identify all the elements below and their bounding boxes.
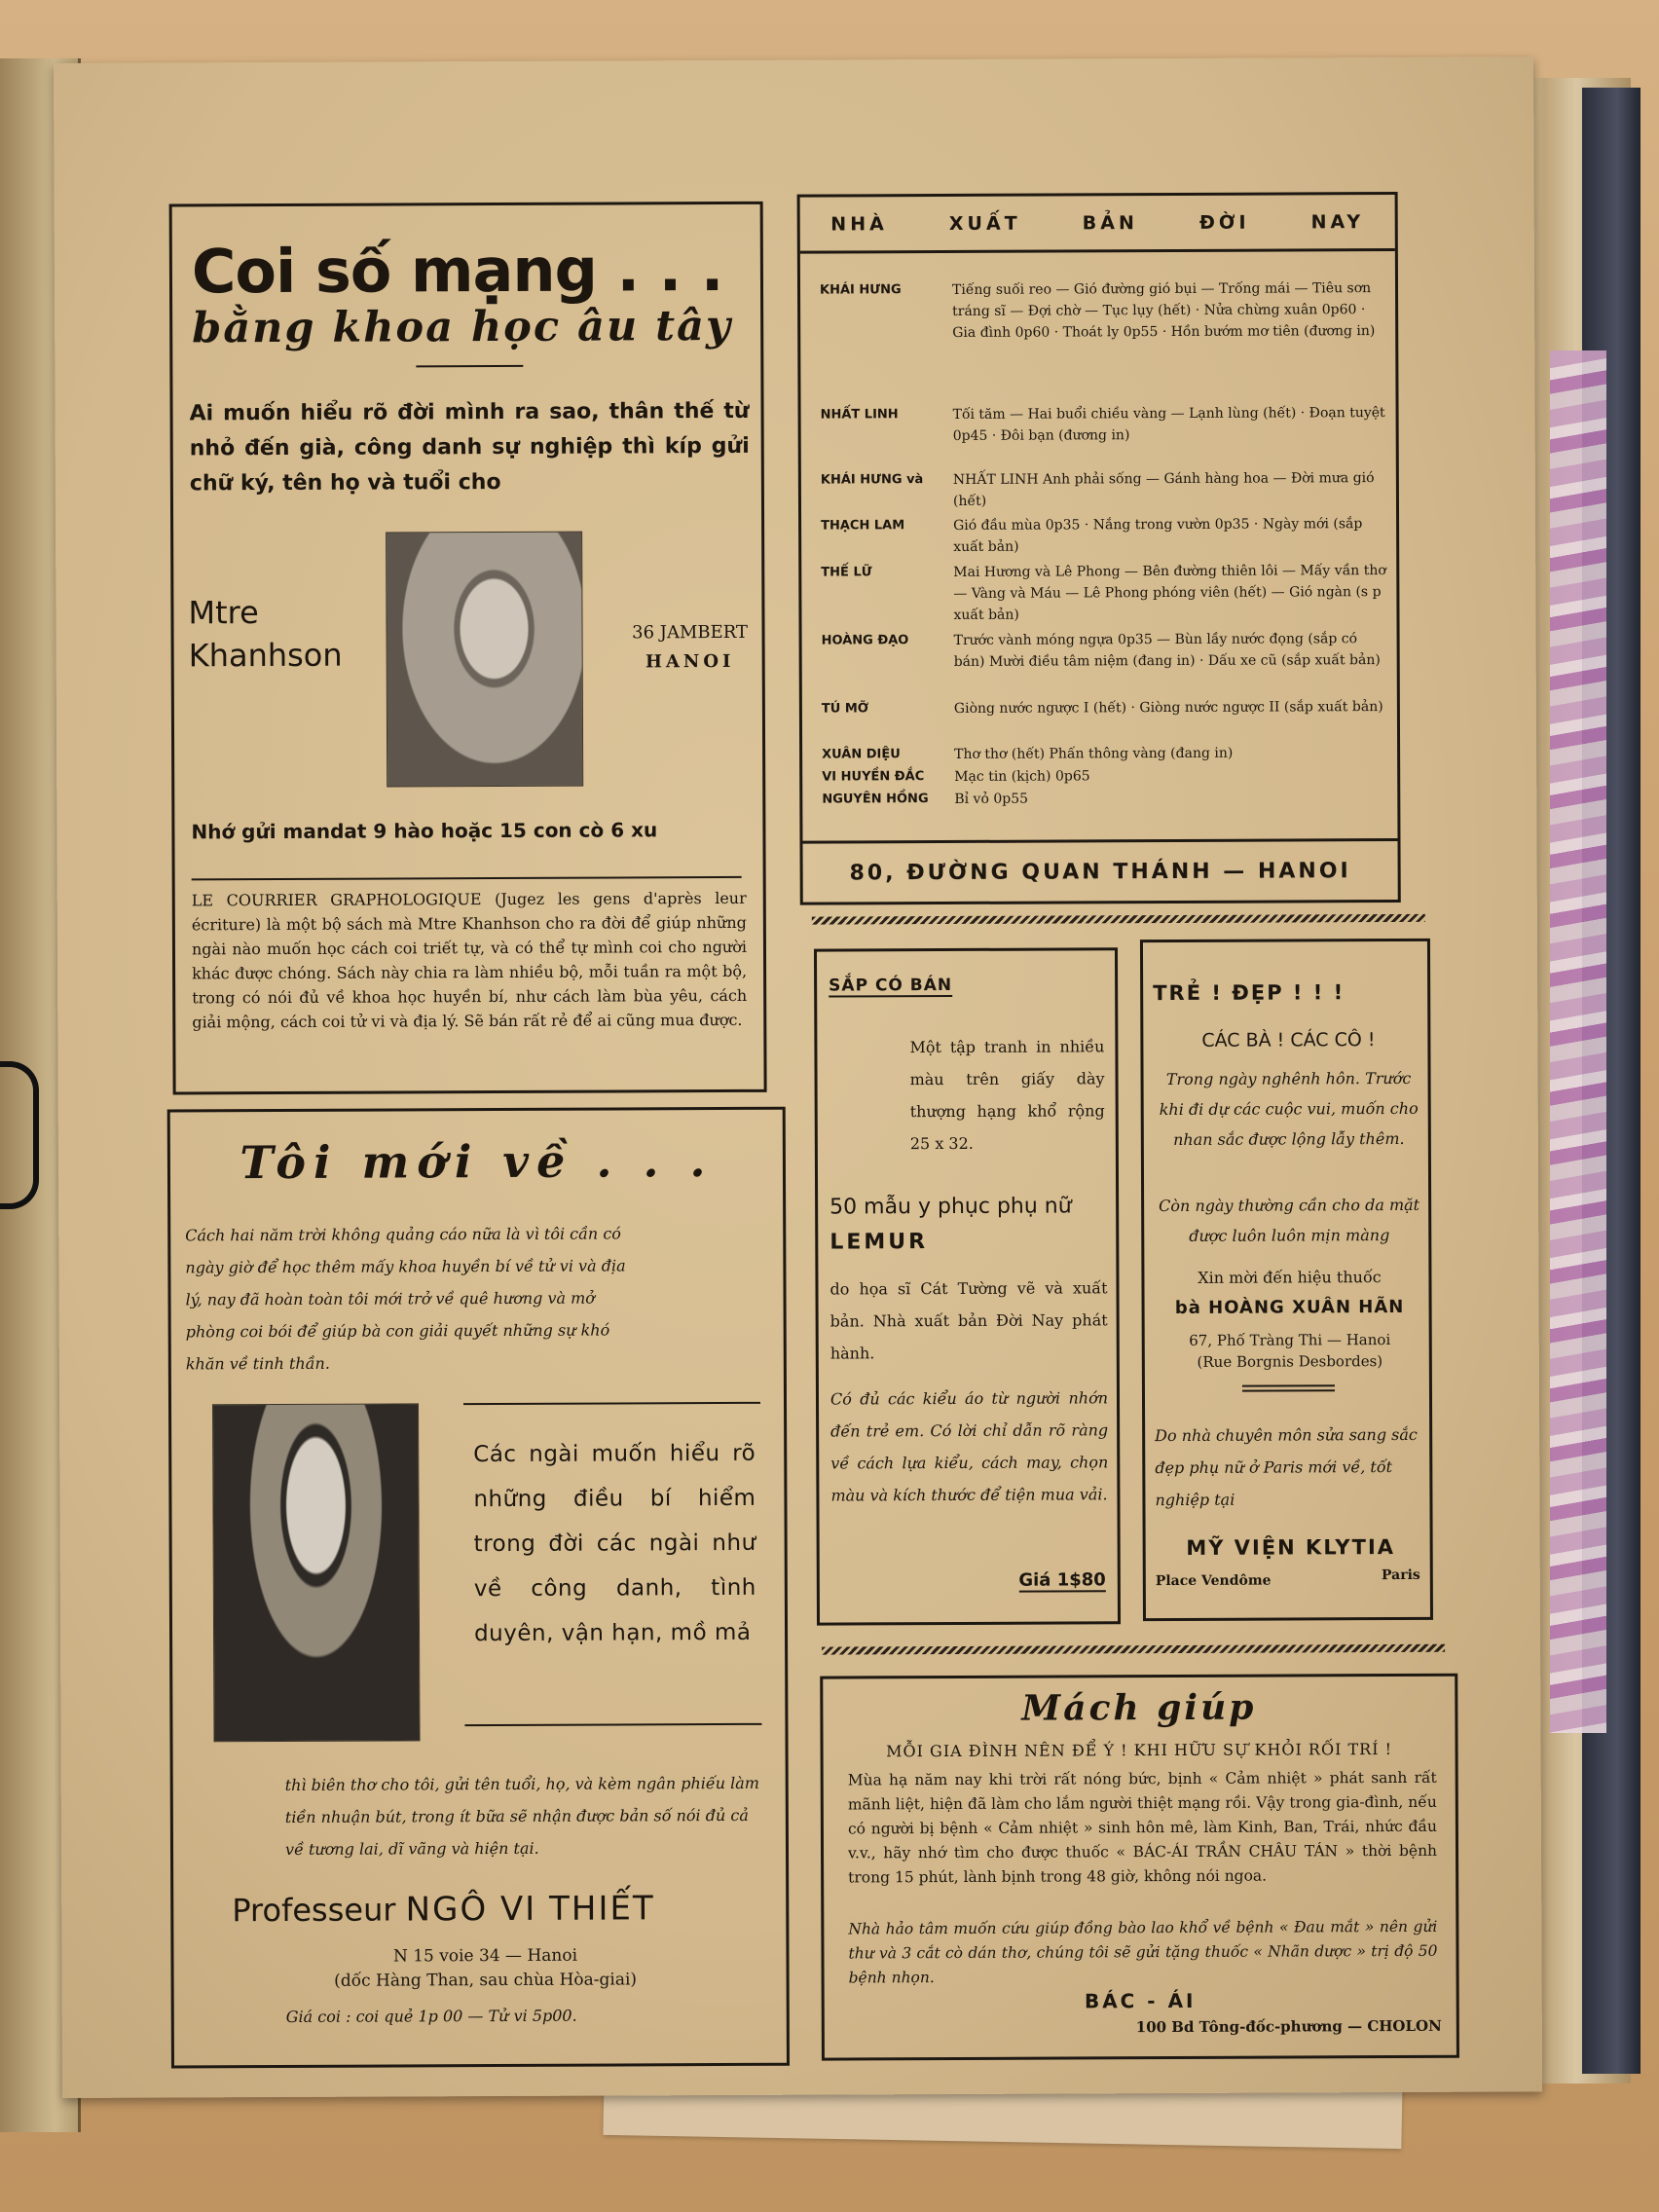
ad-fortune-fees: Giá coi : coi quẻ 1p 00 — Tử vi 5p00. [285, 2006, 577, 2026]
ad-fortune-address2: (dốc Hàng Than, sau chùa Hòa-giai) [334, 1970, 638, 1991]
list-item [820, 467, 1395, 509]
book-list: Thơ thơ (hết) Phấn thông vàng (đang in) [954, 745, 1234, 762]
book-list: NHẤT LINH Anh phải sống — Gánh hàng hoa — Đời mưa gió (hết) [952, 470, 1375, 509]
author-name: VI HUYỀN ĐẮC [822, 769, 925, 785]
ad-fortune-para3: thì biên thơ cho tôi, gửi tên tuổi, họ, và kèm ngân phiếu làm tiền nhuận bút, trong ít bữa sẽ nhận được bản số nói đủ cả về tương lai, dĩ vãng và hiện tại. [284, 1773, 759, 1859]
ad-beauty-invite: Xin mời đến hiệu thuốc [1198, 1268, 1382, 1287]
author-name: TÚ MỠ [821, 701, 869, 717]
ad-horoscope-subhead: bằng khoa học âu tây [192, 301, 732, 353]
ad-medicine [820, 1674, 1459, 2061]
ad-medicine-signature: BÁC - ÁI [1084, 1988, 1197, 2013]
divider [192, 876, 742, 880]
prof-title: Professeur [232, 1891, 396, 1930]
header-word: XUẤT [948, 212, 1021, 235]
publisher-header [800, 195, 1395, 254]
ad-horoscope-payment: Nhớ gửi mandat 9 hào hoặc 15 con cò 6 xu [191, 818, 658, 844]
ad-fashion-para2: do họa sĩ Cát Tường vẽ và xuất bản. Nhà xuất bản Đời Nay phát hành. [830, 1278, 1108, 1363]
ad-fortune-professor [232, 1889, 655, 1930]
book-list: Tối tăm — Hai buổi chiều vàng — Lạnh lùng (hết) · Đoạn tuyệt 0p45 · Đôi bạn (đương in) [952, 405, 1385, 444]
ad-horoscope [169, 202, 767, 1095]
marbled-endpaper [1550, 350, 1606, 1733]
wavy-divider [822, 1644, 1445, 1655]
portrait-photo [212, 1403, 421, 1742]
book-list: Giòng nước ngược I (hết) · Giòng nước ngược II (sắp xuất bản) [953, 699, 1383, 717]
address-city: HANOI [645, 650, 735, 673]
name-line-2: Khanhson [188, 636, 343, 675]
author-name: KHÁI HƯNG và [820, 472, 924, 488]
list-item [819, 277, 1394, 341]
ad-fortune-para1: Cách hai năm trời không quảng cáo nữa là vì tôi cần có ngày giờ để học thêm mấy khoa huyền bí về tử vi và địa lý, nay đã hoàn toàn tôi mới trở về quê hương và mở phòng coi bói để giúp bà con giải quyết những sự khó khăn về tinh thần. [185, 1224, 626, 1374]
author-name: NHẤT LINH [820, 407, 899, 423]
author-name: KHÁI HƯNG [819, 282, 902, 298]
publisher-address: 80, ĐƯỜNG QUAN THÁNH — HANOI [802, 838, 1397, 903]
ad-horoscope-intro: Ai muốn hiểu rõ đời mình ra sao, thân thế từ nhỏ đến già, công danh sự nghiệp thì kíp gửi chữ ký, tên họ và tuổi cho [189, 398, 750, 497]
address-street: 36 JAMBERT [632, 621, 749, 644]
ad-beauty-para2: Còn ngày thường cần cho da mặt được luôn luôn mịn màng [1159, 1195, 1420, 1245]
ad-medicine-appeal: Nhà hảo tâm muốn cứu giúp đồng bào lao khổ về bệnh « Đau mắt » nên gửi thư và 3 cắt cò dán thơ, chúng tôi sẽ gửi tặng thuốc « Nhãn dược » trị độ 50 bệnh nhọn. [848, 1917, 1438, 1987]
divider [1242, 1389, 1335, 1391]
ad-fashion-price: Giá 1$80 [1018, 1569, 1106, 1591]
divider [464, 1723, 761, 1726]
ad-medicine-subtitle: MỖI GIA ĐÌNH NÊN ĐỂ Ý ! KHI HỮU SỰ KHỎI RỐI TRÍ ! [886, 1740, 1393, 1761]
ad-fortune-title: Tôi mới về . . . [240, 1134, 714, 1190]
wavy-divider [812, 914, 1425, 925]
ad-fortune-address1: N 15 voie 34 — Hanoi [392, 1945, 578, 1967]
left-page-numeral-fragment [0, 1061, 39, 1209]
header-word: NAY [1310, 210, 1365, 233]
ad-beauty-title: TRẺ ! ĐẸP ! ! ! [1153, 980, 1346, 1006]
ad-fashion-album [814, 947, 1121, 1625]
author-name: THẠCH LAM [821, 518, 905, 534]
book-list: Mạc tin (kịch) 0p65 [954, 768, 1090, 785]
ad-beauty-shop-address: 67, Phố Tràng Thi — Hanoi [1189, 1331, 1391, 1349]
newspaper-page [54, 56, 1542, 2098]
book-list: Tiếng suối reo — Gió đường gió bụi — Trống mái — Tiêu sơn tráng sĩ — Đợi chờ — Tục lụy (hết) · Nửa chừng xuân 0p60 · Gia đình 0p60 · Thoát ly 0p55 · Hồn bướm mơ tiên (đương in) [951, 280, 1376, 341]
ad-beauty-para3: Do nhà chuyên môn sửa sang sắc đẹp phụ nữ ở Paris mới về, tốt nghiệp tại [1155, 1424, 1418, 1510]
ad-beauty-place: Place Vendôme [1155, 1572, 1272, 1590]
ad-fortune-para2: Các ngài muốn hiểu rõ những điều bí hiểm trong đời các ngài như về công danh, tình duyên, vận hạn, mồ mả [473, 1440, 756, 1647]
ad-beauty-city: Paris [1381, 1567, 1420, 1584]
ad-horoscope-headline: Coi số mạng . . . [191, 234, 723, 308]
name-line-1: Mtre [188, 594, 259, 632]
list-item [822, 742, 1396, 762]
list-item [821, 560, 1395, 623]
ad-medicine-title: Mách giúp [1021, 1686, 1257, 1729]
header-word: BẢN [1082, 211, 1138, 234]
ad-fashion-para1: Một tập tranh in nhiều màu trên giấy dày thượng hạng khổ rộng 25 x 32. [909, 1037, 1105, 1154]
headline-a: 50 mẫu y phục phụ nữ [830, 1194, 1072, 1220]
author-name: HOÀNG ĐẠO [821, 633, 909, 648]
author-name: NGUYÊN HỒNG [822, 792, 929, 807]
ad-beauty-shop-address2: (Rue Borgnis Desbordes) [1197, 1352, 1383, 1371]
headline-b: LEMUR [830, 1230, 929, 1255]
author-name: THẾ LỮ [821, 565, 872, 580]
list-item [821, 628, 1396, 670]
ad-horoscope-name [188, 591, 342, 678]
ad-beauty-ladies: CÁC BÀ ! CÁC CÔ ! [1201, 1029, 1376, 1051]
ad-beauty-institute: MỸ VIỆN KLYTIA [1186, 1535, 1396, 1560]
prof-name: NGÔ VI THIẾT [405, 1889, 655, 1930]
portrait-photo [386, 532, 583, 788]
ad-fashion-headline [830, 1189, 1107, 1260]
list-item [820, 402, 1395, 444]
header-word: NHÀ [830, 212, 888, 236]
ad-fortune-teller [167, 1107, 790, 2069]
divider [416, 365, 523, 367]
ad-beauty-shop-name: bà HOÀNG XUÂN HÃN [1174, 1296, 1405, 1318]
header-word: ĐỜI [1198, 211, 1250, 234]
list-item [821, 513, 1395, 555]
book-list: Trước vành móng ngựa 0p35 — Bùn lầy nước đọng (sắp có bán) Mười điều tâm niệm (đang in) · Dấu xe cũ (sắp xuất bản) [953, 631, 1381, 670]
divider [463, 1402, 760, 1405]
ad-horoscope-description: LE COURRIER GRAPHOLOGIQUE (Jugez les gens d'après leur écriture) là một bộ sách mà Mtre Khanhson cho ra đời để giúp những ngài nào muốn học cách coi triết tự, và có thể tự mình coi cho người khác được chóng. Sách này chia ra làm nhiều bộ, mỗi tuần ra một bộ, trong có nói đủ về khoa học huyền bí, như cách làm bùa yêu, cách giải mộng, cách coi tử vi và địa lý. Sẽ bán rất rẻ để ai cũng mua được. [191, 888, 748, 1032]
book-list: Gió đầu mùa 0p35 · Nắng trong vườn 0p35 · Ngày mới (sắp xuất bản) [953, 516, 1363, 555]
ad-beauty-para1: Trong ngày nghênh hôn. Trước khi đi dự các cuộc vui, muốn cho nhan sắc được lộng lẫy thêm. [1159, 1068, 1419, 1149]
ad-horoscope-address [616, 618, 762, 678]
book-list: Mai Hương và Lê Phong — Bên đường thiên lôi — Mấy vần thơ — Vàng và Máu — Lê Phong phóng viên (hết) — Gió ngàn (s p xuất bản) [953, 563, 1386, 623]
ad-beauty [1140, 939, 1433, 1621]
author-name: XUÂN DIỆU [822, 747, 901, 762]
ad-publisher [797, 192, 1401, 905]
ad-medicine-address: 100 Bd Tông-đốc-phương — CHOLON [1135, 2016, 1442, 2037]
ad-medicine-body: Mùa hạ năm nay khi trời rất nóng bức, bịnh « Cảm nhiệt » phát sanh rất mãnh liệt, hiện đã làm cho lắm người thiệt mạng rồi. Vậy trong gia-đình, nếu có người bị bệnh « Cảm nhiệt » sinh hôn mê, làm Kinh, Ban, Trái, nhức đầu v.v., hãy nhớ tìm cho được thuốc « BÁC-ÁI TRẦN CHÂU TÁN » thời bệnh trong 15 phút, lành bịnh trong 48 giờ, không nói ngoa. [847, 1768, 1438, 1887]
book-list: Bỉ vỏ 0p55 [954, 791, 1029, 807]
ad-fashion-tag: SẮP CÓ BÁN [829, 975, 953, 996]
divider [1242, 1384, 1335, 1386]
ad-fashion-para3: Có đủ các kiểu áo từ người nhớn đến trẻ em. Có lời chỉ dẫn rõ ràng về cách lựa kiểu, cách may, chọn màu và kích thước để tiện mua vải. [830, 1388, 1109, 1505]
list-item [821, 696, 1396, 717]
